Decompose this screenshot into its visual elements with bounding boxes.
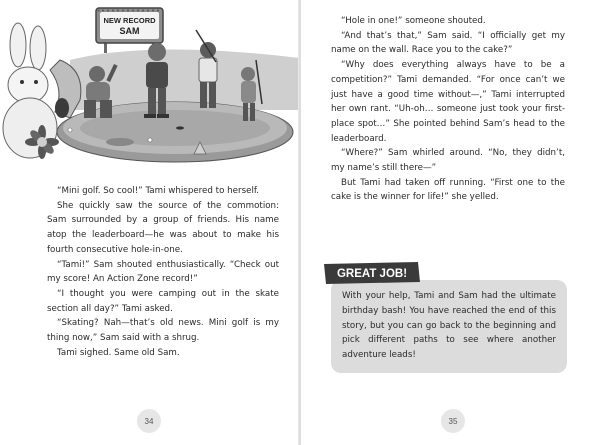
mini-golf-illustration [0, 0, 299, 172]
callout-title-banner [322, 260, 422, 286]
left-page-text [47, 184, 279, 360]
page-number-left: 34 [137, 409, 161, 433]
right-page-text [331, 14, 565, 205]
callout-title: GREAT JOB! [336, 268, 408, 280]
callout-text: With your help, Tami and Sam had the ultimate birthday bash! You have reached the end of this story, but you can go back to the beginning and pick different paths to see where another adventure leads! [342, 291, 556, 361]
sign-line-2: SAM [119, 26, 140, 36]
paragraph: “Mini golf. So cool!” Tami whispered to herself. [57, 186, 260, 196]
left-page [0, 0, 299, 445]
paragraph: “Hole in one!” someone shouted. [341, 16, 486, 26]
paragraph: “Tami!” Sam shouted enthusiastically. “Check out my score! An Action Zone record!” [47, 259, 279, 285]
paragraph: She quickly saw the source of the commotion: Sam surrounded by a group of friends. His name atop the leaderboard—he was about to make his fourth consecutive hole-in-one. [47, 200, 279, 255]
sign-line-1: NEW RECORD [103, 16, 156, 25]
paragraph: “Skating? Nah—that’s old news. Mini golf is my thing now,” Sam said with a shrug. [47, 318, 279, 344]
paragraph: “Why does everything always have to be a competition?” Tami demanded. “For once can’t we just have a good time without—,” Tami interrupted her own rant. “Uh-oh… someone just took your first-place spot…” She pointed behind Sam’s head to the leaderboard. [331, 60, 565, 144]
paragraph: But Tami had taken off running. “First one to the cake is the winner for life!” she yelled. [331, 177, 565, 203]
paragraph: Tami sighed. Same old Sam. [57, 347, 180, 358]
page-number-right: 35 [441, 409, 465, 433]
paragraph: “Where?” Sam whirled around. “No, they didn’t, my name’s still there—” [331, 148, 565, 174]
paragraph: “I thought you were camping out in the skate section all day?” Tami asked. [47, 288, 279, 314]
paragraph: “And that’s that,” Sam said. “I officially get my name on the wall. Race you to the cake?” [331, 30, 565, 56]
